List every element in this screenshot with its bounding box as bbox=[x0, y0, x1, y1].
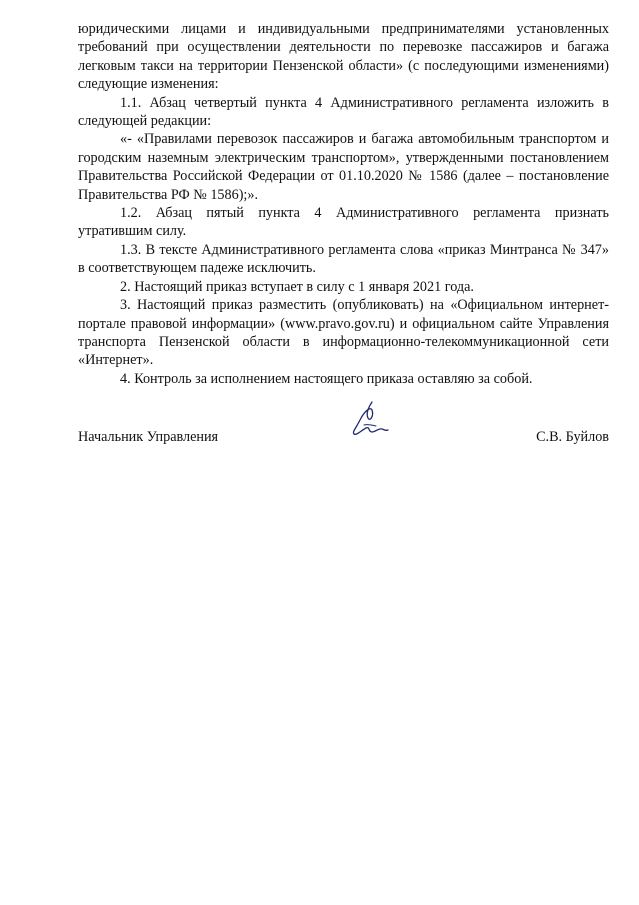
signer-position: Начальник Управления bbox=[78, 429, 219, 445]
signature-block bbox=[78, 428, 609, 450]
document-body bbox=[78, 20, 609, 388]
paragraph-intro: юридическими лицами и индивидуальными предпринимателями установленных требований при осуществлении деятельности по перевозке пассажиров и багажа легковым такси на территории Пензенской области» (с последующими изменениями) следующие изменения: bbox=[78, 21, 609, 93]
paragraph-3: 3. Настоящий приказ разместить (опубликовать) на «Официальном интернет-портале правовой информации» (www.pravo.gov.ru) и официальном сайте Управления транспорта Пензенской области в информационно-телекоммуникационной сети «Интернет». bbox=[78, 297, 609, 369]
paragraph-1-3: 1.3. В тексте Административного регламента слова «приказ Минтранса № 347» в соответствующем падеже исключить. bbox=[78, 241, 609, 277]
paragraph-1-2: 1.2. Абзац пятый пункта 4 Административного регламента признать утратившим силу. bbox=[78, 205, 609, 240]
paragraph-2: 2. Настоящий приказ вступает в силу с 1 января 2021 года. bbox=[120, 278, 474, 295]
paragraph-1-1: 1.1. Абзац четвертый пункта 4 Административного регламента изложить в следующей редакции: bbox=[78, 94, 609, 130]
signer-name: С.В. Буйлов bbox=[536, 429, 609, 445]
handwritten-signature-icon bbox=[346, 398, 392, 442]
paragraph-1-1-quote: «- «Правилами перевозок пассажиров и багажа автомобильным транспортом и городским наземным электрическим транспортом», утвержденными постановлением Правительства Российской Федерации от 01.10.2020 № 1586 (далее – постановление Правительства РФ № 1586);». bbox=[78, 131, 609, 203]
paragraph-4: 4. Контроль за исполнением настоящего приказа оставляю за собой. bbox=[120, 370, 533, 387]
